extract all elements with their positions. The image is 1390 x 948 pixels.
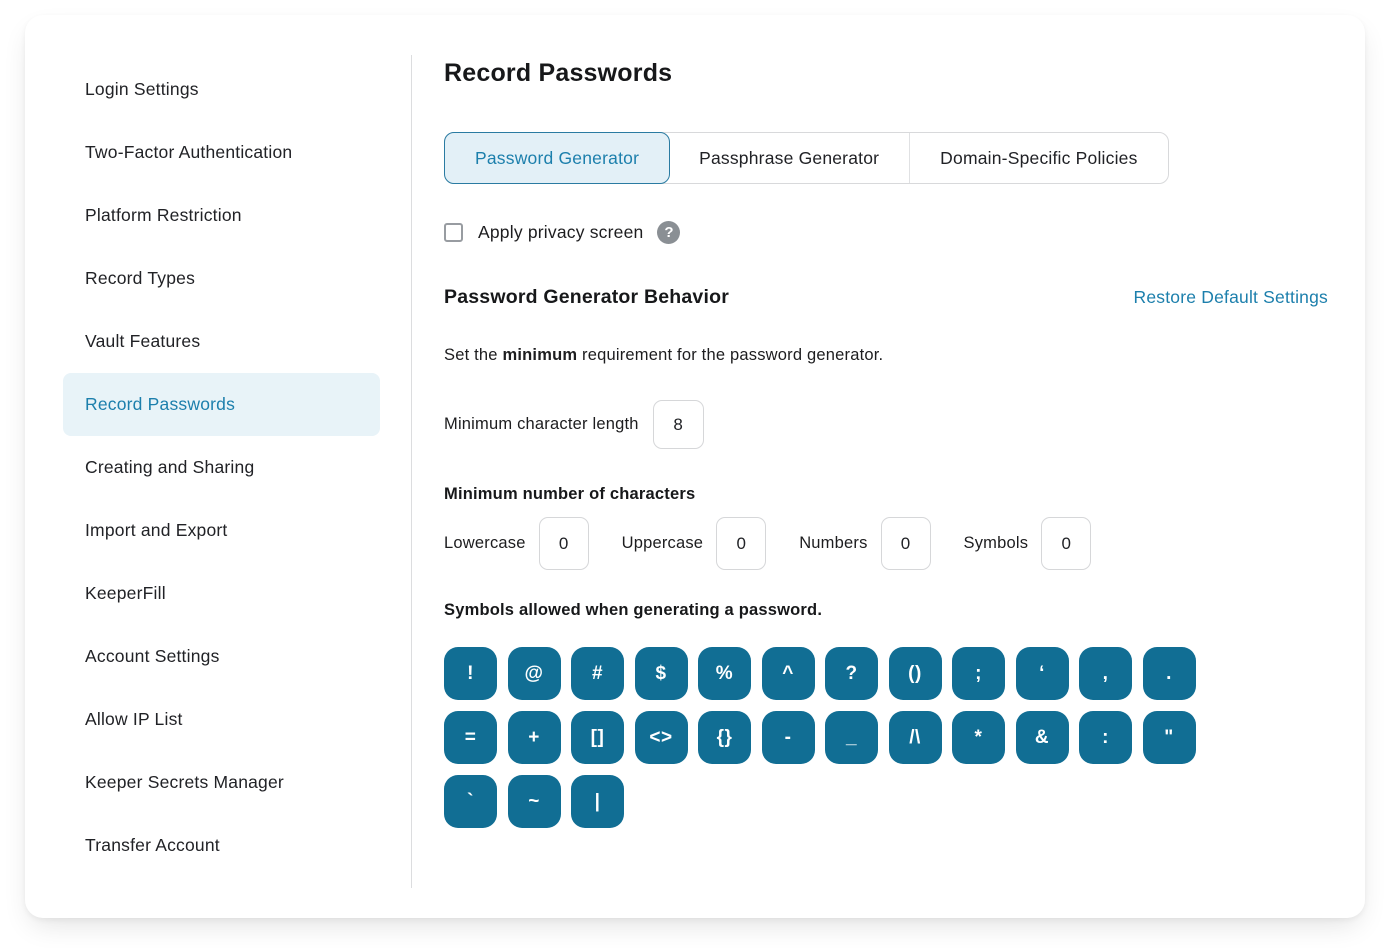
symbols-grid — [444, 647, 1209, 828]
symbols-allowed-heading: Symbols allowed when generating a password. — [444, 601, 823, 619]
apply-privacy-screen-checkbox[interactable] — [444, 223, 463, 242]
symbol-key-19[interactable]: /\ — [889, 711, 942, 764]
numbers-field — [799, 517, 930, 570]
symbol-key-20[interactable]: * — [952, 711, 1005, 764]
help-question-icon[interactable]: ? — [657, 221, 680, 244]
numbers-label: Numbers — [799, 534, 868, 552]
symbol-key-6[interactable]: ? — [825, 647, 878, 700]
sidebar-item-two-factor-authentication[interactable]: Two-Factor Authentication — [85, 142, 293, 162]
behavior-section-heading: Password Generator Behavior — [444, 286, 729, 308]
numbers-input[interactable] — [881, 517, 931, 570]
symbol-key-11[interactable]: . — [1143, 647, 1196, 700]
tab-domain-specific-policies[interactable]: Domain-Specific Policies — [909, 133, 1167, 183]
symbol-key-9[interactable]: ‘ — [1016, 647, 1069, 700]
symbol-key-22[interactable]: : — [1079, 711, 1132, 764]
symbols-input[interactable] — [1041, 517, 1091, 570]
description-bold: minimum — [502, 346, 578, 364]
uppercase-input[interactable] — [716, 517, 766, 570]
minimum-character-length-label: Minimum character length — [444, 415, 639, 433]
symbols-label: Symbols — [963, 534, 1029, 552]
symbol-key-7[interactable]: () — [889, 647, 942, 700]
sidebar-item-platform-restriction[interactable]: Platform Restriction — [85, 205, 242, 225]
lowercase-input[interactable] — [539, 517, 589, 570]
symbols-field — [964, 517, 1092, 570]
page-title: Record Passwords — [444, 59, 673, 87]
symbol-key-15[interactable]: <> — [635, 711, 688, 764]
symbol-key-8[interactable]: ; — [952, 647, 1005, 700]
minimum-length-row — [444, 400, 1328, 449]
sidebar-item-vault-features[interactable]: Vault Features — [85, 331, 201, 351]
behavior-description — [444, 346, 1328, 365]
privacy-screen-row — [444, 221, 1328, 244]
behavior-section-header — [444, 286, 1328, 309]
sidebar-item-login-settings[interactable]: Login Settings — [85, 79, 199, 99]
symbol-key-1[interactable]: @ — [508, 647, 561, 700]
main-content — [412, 15, 1365, 918]
tab-passphrase-generator[interactable]: Passphrase Generator — [669, 133, 909, 183]
sidebar-item-import-and-export[interactable]: Import and Export — [85, 520, 228, 540]
symbol-key-10[interactable]: , — [1079, 647, 1132, 700]
sidebar-item-transfer-account[interactable]: Transfer Account — [85, 835, 220, 855]
lowercase-label: Lowercase — [444, 534, 526, 552]
sidebar — [25, 15, 411, 918]
tab-group — [444, 132, 1169, 184]
symbol-key-4[interactable]: % — [698, 647, 751, 700]
sidebar-item-record-passwords[interactable]: Record Passwords — [63, 373, 380, 436]
sidebar-item-creating-and-sharing[interactable]: Creating and Sharing — [85, 457, 255, 477]
symbol-key-14[interactable]: [] — [571, 711, 624, 764]
apply-privacy-screen-label: Apply privacy screen — [478, 222, 644, 242]
sidebar-item-allow-ip-list[interactable]: Allow IP List — [85, 709, 183, 729]
sidebar-item-account-settings[interactable]: Account Settings — [85, 646, 220, 666]
symbol-key-26[interactable]: | — [571, 775, 624, 828]
tab-password-generator[interactable]: Password Generator — [444, 132, 670, 184]
settings-card — [25, 15, 1365, 918]
symbol-key-23[interactable]: " — [1143, 711, 1196, 764]
description-prefix: Set the — [444, 346, 503, 364]
symbol-key-25[interactable]: ~ — [508, 775, 561, 828]
symbol-key-3[interactable]: $ — [635, 647, 688, 700]
symbol-key-18[interactable]: _ — [825, 711, 878, 764]
symbol-key-24[interactable]: ` — [444, 775, 497, 828]
symbol-key-12[interactable]: = — [444, 711, 497, 764]
symbol-key-17[interactable]: - — [762, 711, 815, 764]
description-suffix: requirement for the password generator. — [577, 346, 884, 364]
symbol-key-13[interactable]: + — [508, 711, 561, 764]
minimum-characters-row — [444, 517, 1328, 570]
sidebar-item-keeper-secrets-manager[interactable]: Keeper Secrets Manager — [85, 772, 284, 792]
lowercase-field — [444, 517, 589, 570]
symbol-key-2[interactable]: # — [571, 647, 624, 700]
minimum-characters-heading: Minimum number of characters — [444, 485, 696, 503]
sidebar-item-keeperfill[interactable]: KeeperFill — [85, 583, 166, 603]
minimum-character-length-input[interactable] — [653, 400, 704, 449]
restore-default-settings-link[interactable]: Restore Default Settings — [1133, 287, 1328, 307]
symbol-key-0[interactable]: ! — [444, 647, 497, 700]
symbol-key-16[interactable]: {} — [698, 711, 751, 764]
uppercase-label: Uppercase — [621, 534, 704, 552]
uppercase-field — [622, 517, 767, 570]
symbol-key-5[interactable]: ^ — [762, 647, 815, 700]
symbol-key-21[interactable]: & — [1016, 711, 1069, 764]
sidebar-item-record-types[interactable]: Record Types — [85, 268, 196, 288]
